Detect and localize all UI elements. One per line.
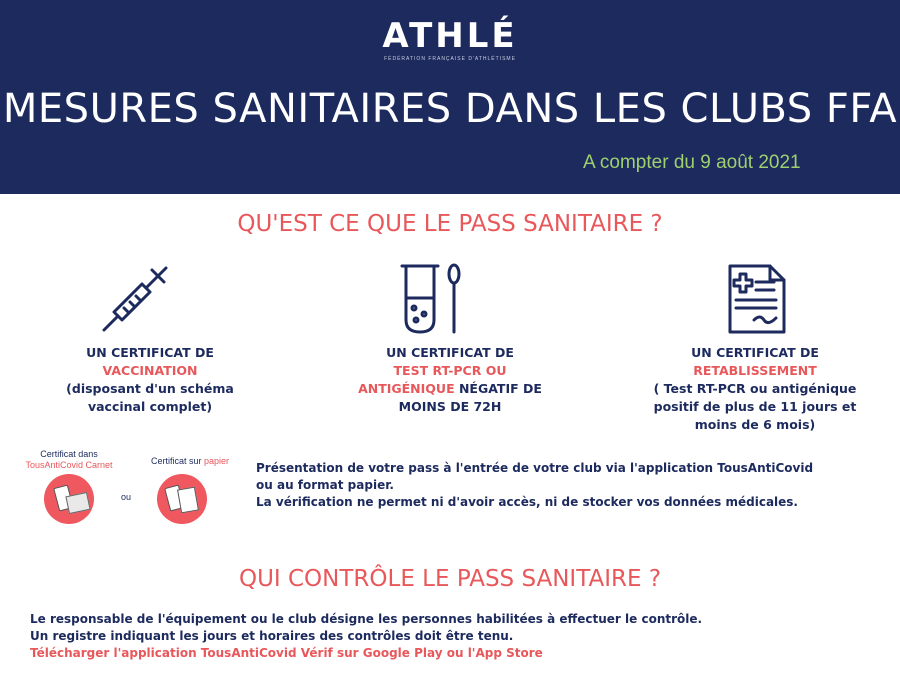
app-label-line-1: Certificat dans [40,449,98,459]
control-line-2: Un registre indiquant les jours et horaires des contrôles doit être tenu. [30,629,514,643]
test-line-4: MOINS DE 72H [398,399,502,414]
recovery-line-3: ( Test RT-PCR ou antigénique [653,381,857,396]
presentation-text [256,460,896,511]
athle-logo: ATHLÉ [382,16,518,56]
presentation-line-3: La vérification ne permet ni d'avoir accès, ni de stocker vos données médicales. [256,495,798,509]
recovery-block [630,344,880,434]
logo-subtitle: FÉDÉRATION FRANÇAISE D'ATHLÉTISME [384,56,516,62]
medical-document-icon [726,262,790,336]
presentation-line-2: ou au format papier. [256,478,394,492]
vaccination-block [40,344,260,416]
paper-label-red: papier [203,456,230,466]
presentation-line-1: Présentation de votre pass à l'entrée de votre club via l'application TousAntiCovid [256,461,814,475]
test-block [330,344,570,416]
section-title-pass: QU'EST CE QUE LE PASS SANITAIRE ? [237,211,663,237]
paper-certificate-label [135,456,245,467]
app-certificate-circle [44,474,94,524]
download-app-link[interactable]: Télécharger l'application TousAntiCovid Vérif sur Google Play ou l'App Store [30,646,543,660]
test-line-1: UN CERTIFICAT DE [386,345,514,360]
paper-certificate-circle [157,474,207,524]
vaccination-line-4: vaccinal complet) [87,399,213,414]
ou-label: ou [120,492,131,502]
test-tube-swab-icon [398,262,470,336]
vaccination-line-3: (disposant d'un schéma [66,381,234,396]
app-label-line-2: TousAntiCovid Carnet [25,460,113,470]
page-title: MESURES SANITAIRES DANS LES CLUBS FFA [2,86,898,132]
control-line-1: Le responsable de l'équipement ou le club désigne les personnes habilitées à effectuer le contrôle. [30,612,703,626]
date-label: A compter du 9 août 2021 [583,152,801,173]
card-icon [65,492,90,514]
app-certificate-label [10,449,128,471]
control-text [30,611,890,662]
header-banner [0,0,900,194]
recovery-line-5: moins de 6 mois) [694,417,816,432]
section-title-control: QUI CONTRÔLE LE PASS SANITAIRE ? [238,566,662,592]
recovery-title: RETABLISSEMENT [693,363,817,378]
recovery-line-1: UN CERTIFICAT DE [691,345,819,360]
vaccination-title: VACCINATION [102,363,198,378]
antigenique-label: ANTIGÉNIQUE [358,381,455,396]
paper-label-prefix: Certificat sur [150,456,204,466]
test-line-3 [330,380,570,398]
test-title: TEST RT-PCR OU [393,363,507,378]
syringe-icon [100,262,172,334]
paper-icon [177,487,199,514]
negatif-label: NÉGATIF DE [454,381,542,396]
vaccination-line-1: UN CERTIFICAT DE [86,345,214,360]
recovery-line-4: positif de plus de 11 jours et [653,399,857,414]
